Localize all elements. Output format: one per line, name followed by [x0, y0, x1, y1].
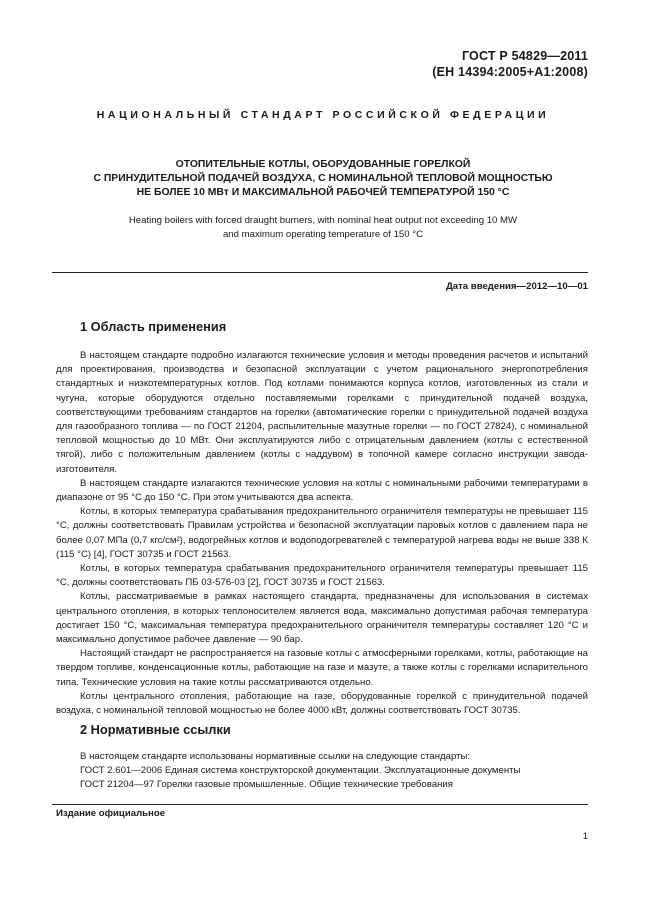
- section-1-body: [56, 349, 588, 718]
- divider-top: [52, 272, 588, 273]
- equivalent-code: (ЕН 14394:2005+А1:2008): [432, 65, 588, 79]
- section-heading: 2 Нормативные ссылки: [80, 722, 231, 737]
- introduction-date: Дата введения—2012—10—01: [445, 281, 588, 292]
- paragraph: Котлы центрального отопления, работающие на газе, оборудованные горелкой с принудительной подачей воздуха, с номинальной тепловой мощностью не более 4000 кВт, должны соответствовать ГОСТ 30735.: [56, 690, 588, 717]
- title-en-line: and maximum operating temperature of 150 °С: [222, 229, 424, 240]
- paragraph: Котлы, в которых температура срабатывания предохранительного ограничителя температуры не превышает 115 °С, должны соответствовать Правилам устройства и безопасной эксплуатации паровых котлов с давлением пара не более 0,07 МПа (0,7 кгс/см²), водогрейных котлов и водоподогревателей с температурой нагрева воды не выше 338 К (115 °С) [4], ГОСТ 30735 и ГОСТ 21563.: [56, 506, 588, 560]
- paragraph: В настоящем стандарте использованы нормативные ссылки на следующие стандарты:: [80, 751, 471, 762]
- paragraph: Котлы, рассматриваемые в рамках настоящего стандарта, предназначены для использования в системах центрального отопления, в которых теплоносителем является вода, максимально допустимая рабочая температура достигает 150 °С, максимальная температура предохранительного ограничителя температуры составляет 120 °С и максимально допустимое рабочее давление — 90 бар.: [56, 591, 588, 646]
- divider-bottom: [52, 804, 588, 805]
- standard-code: ГОСТ Р 54829—2011: [461, 49, 588, 63]
- title-line: ОТОПИТЕЛЬНЫЕ КОТЛЫ, ОБОРУДОВАННЫЕ ГОРЕЛКОЙ: [175, 159, 471, 170]
- title-en-line: Heating boilers with forced draught burners, with nominal heat output not exceeding 10 MW: [128, 215, 518, 226]
- document-title-en: [56, 214, 590, 242]
- paragraph: Настоящий стандарт не распространяется на газовые котлы с атмосферными горелками, котлы, работающие на твердом топливе, конденсационные котлы, работающие на газе и мазуте, а также котлы с горелками испарительного типа. Технические условия на такие котлы рассматриваются отдельно.: [56, 648, 588, 688]
- standard-code-block: [432, 48, 588, 80]
- document-title-ru: [56, 158, 590, 200]
- section-2-body: [56, 750, 588, 793]
- title-line: С ПРИНУДИТЕЛЬНОЙ ПОДАЧЕЙ ВОЗДУХА, С НОМИНАЛЬНОЙ ТЕПЛОВОЙ МОЩНОСТЬЮ: [93, 173, 553, 184]
- reference-item: ГОСТ 2.601—2006 Единая система конструкторской документации. Эксплуатационные документы: [80, 765, 521, 777]
- national-standard-banner: НАЦИОНАЛЬНЫЙ СТАНДАРТ РОССИЙСКОЙ ФЕДЕРАЦИИ: [96, 109, 550, 121]
- reference-item: ГОСТ 21204—97 Горелки газовые промышленные. Общие технические требования: [80, 779, 453, 791]
- paragraph: Котлы, в которых температура срабатывания предохранительного ограничителя температуры превышает 115 °С, должны соответствовать ПБ 03-576-03 [2], ГОСТ 30735 и ГОСТ 21563.: [56, 563, 588, 589]
- paragraph: В настоящем стандарте подробно излагаются технические условия и методы проведения расчетов и испытаний для проектирования, производства и безопасной эксплуатации с учетом рационального энергопотребления стандартных и низкотемпературных котлов. Под котлами понимаются корпуса котлов, изготовленных из стали и чугуна, которые оборудуются отдельно поставляемыми горелками с принудительной подачей воздуха, соответствующими требованиям стандартов на горелки (автоматические горелки с принудительной подачей воздуха для газообразного топлива — по ГОСТ 21204, распылительные мазутные горелки — по ГОСТ 27824), с номинальной тепловой мощностью до 10 МВт. Они эксплуатируются либо с отрицательным давлением (котлы с естественной тягой), либо с положительным давлением (котлы с наддувом) в топочной камере согласно инструкции завода-изготовителя.: [56, 350, 588, 475]
- title-line: НЕ БОЛЕЕ 10 МВт И МАКСИМАЛЬНОЙ РАБОЧЕЙ ТЕМПЕРАТУРОЙ 150 °С: [136, 187, 510, 198]
- page-number: 1: [582, 831, 588, 842]
- paragraph: В настоящем стандарте излагаются технические условия на котлы с номинальными рабочими температурами в диапазоне от 95 °С до 150 °С. При этом учитываются два аспекта.: [56, 477, 588, 504]
- official-edition-label: Издание официальное: [56, 808, 166, 819]
- section-heading: 1 Область применения: [80, 319, 227, 334]
